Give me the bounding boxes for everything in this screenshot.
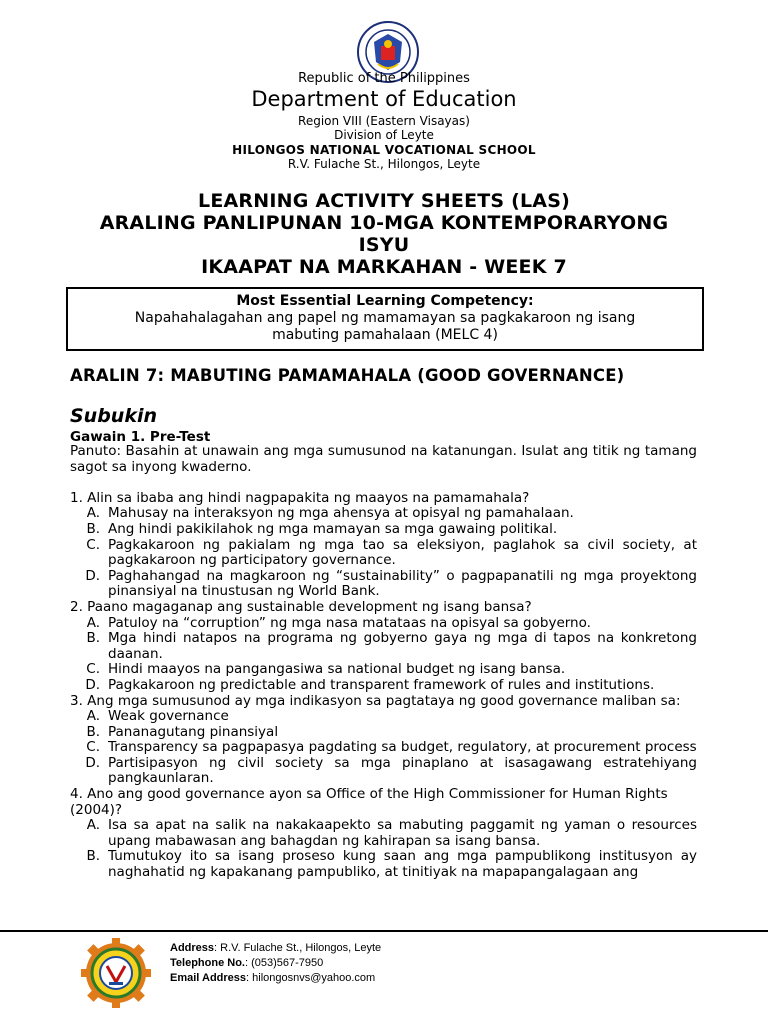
melc-heading: Most Essential Learning Competency: xyxy=(236,293,534,309)
melc-box xyxy=(66,287,704,351)
option-text: Pananagutang pinansiyal xyxy=(108,723,279,740)
footer-email: Email Address: hilongosnvs@yahoo.com xyxy=(170,972,376,984)
option-text: Pagkakaroon ng predictable and transparent framework of rules and institutions. xyxy=(108,676,655,693)
instructions: Panuto: Basahin at unawain ang mga sumusunod na katanungan. Isulat ang titik ng tamang sagot sa inyong kwaderno. xyxy=(70,443,697,475)
question-1-option xyxy=(70,522,697,538)
option-letter: B. xyxy=(86,723,100,740)
question-1-option xyxy=(70,506,697,522)
question-3-option xyxy=(70,725,697,741)
melc-text-1: Napahahalagahan ang papel ng mamamayan sa pagkakaroon ng isang xyxy=(134,310,636,326)
subukin-heading: Subukin xyxy=(70,405,158,427)
option-letter: D. xyxy=(85,567,100,584)
question-3-option xyxy=(70,756,697,787)
option-letter: A. xyxy=(86,614,100,631)
activity-title: Gawain 1. Pre-Test xyxy=(70,429,211,445)
option-letter: D. xyxy=(85,676,100,693)
las-title: LEARNING ACTIVITY SHEETS (LAS) xyxy=(198,190,570,212)
question-4-option xyxy=(70,818,697,849)
subject-title-cont: ISYU xyxy=(358,234,410,256)
subject-title: ARALING PANLIPUNAN 10-MGA KONTEMPORARYONG xyxy=(99,212,669,234)
option-letter: A. xyxy=(86,708,100,725)
option-letter: B. xyxy=(86,520,100,537)
question-3: 3. Ang mga sumusunod ay mga indikasyon sa pagtataya ng good governance maliban sa: xyxy=(70,692,681,709)
quarter-week-title: IKAAPAT NA MARKAHAN - WEEK 7 xyxy=(201,256,567,278)
test-body xyxy=(70,444,697,881)
option-letter: A. xyxy=(86,505,100,522)
footer-address: Address: R.V. Fulache St., Hilongos, Leyte xyxy=(170,942,382,954)
option-text: Patuloy na “corruption” ng mga nasa matataas na opisyal sa gobyerno. xyxy=(108,614,591,631)
option-text: Partisipasyon ng civil society sa mga pinaplano at isasagawang estratehiyang pangkaunlaran. xyxy=(108,754,697,787)
region-text: Region VIII (Eastern Visayas) xyxy=(298,114,470,128)
option-letter: C. xyxy=(86,739,100,756)
question-1-option xyxy=(70,569,697,600)
question-1: 1. Alin sa ibaba ang hindi nagpapakita ng maayos na pamamahala? xyxy=(70,489,530,506)
option-text: Ang hindi pakikilahok ng mga mamayan sa mga gawaing politikal. xyxy=(108,520,558,537)
question-2-option xyxy=(70,616,697,632)
option-text: Pagkakaroon ng pakialam ng mga tao sa eleksiyon, paglahok sa civil society, at pagkakaroon ng participatory governance. xyxy=(108,536,697,569)
school-name: HILONGOS NATIONAL VOCATIONAL SCHOOL xyxy=(232,143,536,157)
school-address: R.V. Fulache St., Hilongos, Leyte xyxy=(287,157,481,171)
option-letter: D. xyxy=(85,754,100,771)
option-text: Mga hindi natapos na programa ng gobyerno gaya ng mga di tapos na konkretong daanan. xyxy=(108,630,697,662)
question-3-option xyxy=(70,740,697,756)
question-2-option xyxy=(70,662,697,678)
republic-text: Republic of the Philippines xyxy=(298,71,470,86)
footer-contact xyxy=(170,941,381,986)
melc-text-2: mabuting pamahalaan (MELC 4) xyxy=(272,327,498,343)
option-text: Isa sa apat na salik na nakakaapekto sa mabuting paggamit ng yaman o resources upang mabawasan ang bahagdan ng kahirapan sa isang bansa. xyxy=(108,817,697,849)
question-2-option xyxy=(70,678,697,694)
option-text: Tumutukoy ito sa isang proseso kung saan ang mga pampublikong institusyon ay naghahatid ng kapakanang pampubliko, at tinitiyak na mapapangalagaan ang xyxy=(108,848,697,881)
option-letter: B. xyxy=(86,848,100,865)
division-text: Division of Leyte xyxy=(334,128,434,142)
footer-phone: Telephone No.: (053)567-7950 xyxy=(170,957,324,969)
question-3-option xyxy=(70,709,697,725)
option-text: Weak governance xyxy=(108,708,229,725)
question-2: 2. Paano magaganap ang sustainable development ng isang bansa? xyxy=(70,598,532,615)
option-letter: C. xyxy=(86,536,100,553)
option-text: Transparency sa pagpapasya pagdating sa budget, regulatory, at procurement process xyxy=(108,739,697,756)
question-list xyxy=(70,491,697,881)
option-text: Mahusay na interaksyon ng mga ahensya at opisyal ng pamahalaan. xyxy=(108,505,574,522)
footer-divider xyxy=(0,930,768,932)
option-letter: A. xyxy=(86,817,100,834)
option-text: Hindi maayos na pangangasiwa sa national budget ng isang bansa. xyxy=(108,661,566,678)
question-2-option xyxy=(70,631,697,662)
department-title: Department of Education xyxy=(251,87,517,111)
option-letter: B. xyxy=(86,630,100,647)
school-logo-icon xyxy=(79,936,153,1010)
question-4-option xyxy=(70,849,697,880)
question-4: 4. Ano ang good governance ayon sa Office of the High Commissioner for Human Rights (2004)? xyxy=(70,786,668,818)
option-text: Paghahangad na magkaroon ng “sustainability” o pagpapanatili ng mga proyektong pinansiyal na tinustusan ng World Bank. xyxy=(108,567,697,600)
lesson-title: ARALIN 7: MABUTING PAMAMAHALA (GOOD GOVERNANCE) xyxy=(70,366,625,385)
option-letter: C. xyxy=(86,661,100,678)
question-1-option xyxy=(70,538,697,569)
